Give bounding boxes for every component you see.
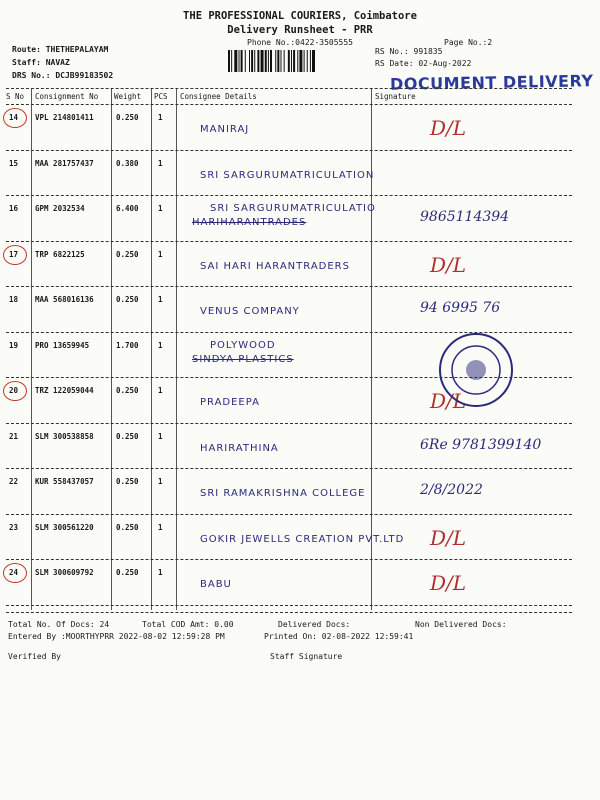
sno-circle-mark bbox=[3, 108, 27, 128]
row-sno: 24 bbox=[9, 568, 19, 577]
total-cod: Total COD Amt: 0.00 bbox=[142, 620, 234, 629]
sno-circle-mark bbox=[3, 245, 27, 265]
row-signature: D/L bbox=[430, 525, 467, 550]
row-signature: D/L bbox=[430, 389, 467, 413]
row-divider bbox=[6, 605, 572, 606]
page-number: Page No.:2 bbox=[444, 38, 493, 47]
row-consignment: PRO 13659945 bbox=[35, 340, 90, 350]
row-signature: 2/8/2022 bbox=[420, 482, 483, 498]
row-consignee: SRI RAMAKRISHNA COLLEGE bbox=[200, 488, 366, 499]
drs-label: DRS No.: bbox=[12, 71, 51, 80]
col-weight: Weight bbox=[114, 92, 142, 101]
row-divider bbox=[6, 423, 572, 424]
row-pcs: 1 bbox=[158, 386, 163, 395]
row-sno: 16 bbox=[9, 204, 19, 213]
row-sno: 19 bbox=[9, 340, 19, 350]
row-consignment: TRP 6822125 bbox=[35, 249, 85, 259]
row-consignee: SRI SARGURUMATRICULATION bbox=[200, 169, 375, 181]
row-pcs: 1 bbox=[158, 249, 163, 259]
printed-on: Printed On: 02-08-2022 12:59:41 bbox=[264, 632, 414, 641]
barcode-image bbox=[228, 50, 368, 72]
row-consignee: PRADEEPA bbox=[200, 397, 260, 408]
row-divider bbox=[6, 195, 572, 196]
row-divider bbox=[6, 241, 572, 242]
row-signature: D/L bbox=[430, 252, 467, 277]
row-weight: 0.250 bbox=[116, 386, 139, 395]
delivered-docs: Delivered Docs: bbox=[278, 620, 351, 629]
row-pcs: 1 bbox=[158, 113, 163, 122]
row-pcs: 1 bbox=[158, 204, 163, 213]
rs-number: RS No.: 991835 bbox=[375, 47, 443, 56]
verified-by: Verified By bbox=[8, 652, 61, 661]
row-consignee: VENUS COMPANY bbox=[200, 306, 300, 317]
document-delivery-stamp: DOCUMENT DELIVERY bbox=[389, 71, 594, 94]
row-weight: 0.250 bbox=[116, 477, 139, 486]
rs-date: RS Date: 02-Aug-2022 bbox=[375, 59, 472, 68]
row-divider bbox=[6, 150, 572, 151]
sno-circle-mark bbox=[3, 563, 27, 583]
row-divider bbox=[6, 468, 572, 469]
company-seal-stamp bbox=[436, 330, 516, 410]
row-divider bbox=[6, 286, 572, 287]
row-consignee: POLYWOOD bbox=[210, 339, 276, 351]
staff-label: Staff: NAVAZ bbox=[12, 58, 70, 67]
row-weight: 0.250 bbox=[116, 522, 139, 532]
row-sno: 17 bbox=[9, 249, 19, 259]
staff-signature: Staff Signature bbox=[270, 652, 343, 661]
row-signature: 6Re 9781399140 bbox=[420, 436, 542, 453]
row-consignment: GPM 2032534 bbox=[35, 204, 85, 213]
col-sno: S No bbox=[6, 92, 25, 101]
drs-number bbox=[12, 71, 113, 80]
row-consignee: SRI SARGURUMATRICULATIO bbox=[210, 203, 376, 214]
col-consignee: Consignee Details bbox=[180, 92, 257, 101]
entered-by: Entered By :MOORTHYPRR 2022-08-02 12:59:28 PM bbox=[8, 632, 225, 641]
row-sno: 15 bbox=[9, 158, 19, 168]
document-title: Delivery Runsheet - PRR bbox=[227, 24, 373, 36]
drs-value: DCJB99183502 bbox=[55, 71, 114, 80]
row-consignment: MAA 281757437 bbox=[35, 158, 94, 168]
row-sno: 14 bbox=[9, 113, 19, 122]
row-pcs: 1 bbox=[158, 522, 163, 532]
row-sno: 23 bbox=[9, 522, 19, 532]
row-weight: 0.250 bbox=[116, 249, 139, 259]
col-consignment: Consignment No bbox=[35, 92, 99, 101]
row-weight: 6.400 bbox=[116, 204, 139, 213]
row-consignment: TRZ 122059044 bbox=[35, 386, 94, 395]
row-pcs: 1 bbox=[158, 340, 163, 350]
row-weight: 0.250 bbox=[116, 431, 139, 441]
row-consignee-struck: HARIHARANTRADES bbox=[192, 217, 307, 228]
row-consignment: SLM 300609792 bbox=[35, 568, 94, 577]
row-sno: 20 bbox=[9, 386, 19, 395]
row-consignee: HARIRATHINA bbox=[200, 442, 279, 454]
row-sno: 18 bbox=[9, 295, 19, 304]
row-pcs: 1 bbox=[158, 477, 163, 486]
row-pcs: 1 bbox=[158, 295, 163, 304]
row-signature: D/L bbox=[430, 571, 467, 595]
row-consignment: SLM 300538858 bbox=[35, 431, 94, 441]
row-divider bbox=[6, 559, 572, 560]
phone-number: Phone No.:0422-3505555 bbox=[247, 38, 353, 47]
row-consignment: MAA 568016136 bbox=[35, 295, 94, 304]
row-sno: 21 bbox=[9, 431, 19, 441]
row-weight: 0.250 bbox=[116, 295, 139, 304]
row-consignee: MANIRAJ bbox=[200, 124, 250, 135]
col-pcs: PCS bbox=[154, 92, 168, 101]
row-weight: 1.700 bbox=[116, 340, 139, 350]
row-weight: 0.250 bbox=[116, 113, 139, 122]
row-consignment: SLM 300561220 bbox=[35, 522, 94, 532]
row-pcs: 1 bbox=[158, 158, 163, 168]
row-consignee: GOKIR JEWELLS CREATION PVT.LTD bbox=[200, 533, 405, 545]
row-sno: 22 bbox=[9, 477, 19, 486]
row-signature: 94 6995 76 bbox=[420, 300, 501, 316]
row-signature: D/L bbox=[430, 116, 467, 140]
total-docs: Total No. Of Docs: 24 bbox=[8, 620, 110, 629]
route-label: Route: THETHEPALAYAM bbox=[12, 45, 109, 54]
sno-circle-mark bbox=[3, 381, 27, 401]
company-title: THE PROFESSIONAL COURIERS, Coimbatore bbox=[183, 10, 417, 22]
row-consignee-struck: SINDYA PLASTICS bbox=[192, 353, 294, 365]
row-weight: 0.380 bbox=[116, 158, 139, 168]
row-consignment: VPL 214801411 bbox=[35, 113, 94, 122]
row-weight: 0.250 bbox=[116, 568, 139, 577]
row-divider bbox=[6, 514, 572, 515]
non-delivered-docs: Non Delivered Docs: bbox=[415, 620, 507, 629]
row-pcs: 1 bbox=[158, 568, 163, 577]
col-signature: Signature bbox=[375, 92, 416, 101]
row-consignee: BABU bbox=[200, 579, 232, 590]
row-signature: 9865114394 bbox=[420, 209, 510, 225]
row-pcs: 1 bbox=[158, 431, 163, 441]
row-consignee: SAI HARI HARANTRADERS bbox=[200, 260, 350, 272]
row-consignment: KUR 558437057 bbox=[35, 477, 94, 486]
